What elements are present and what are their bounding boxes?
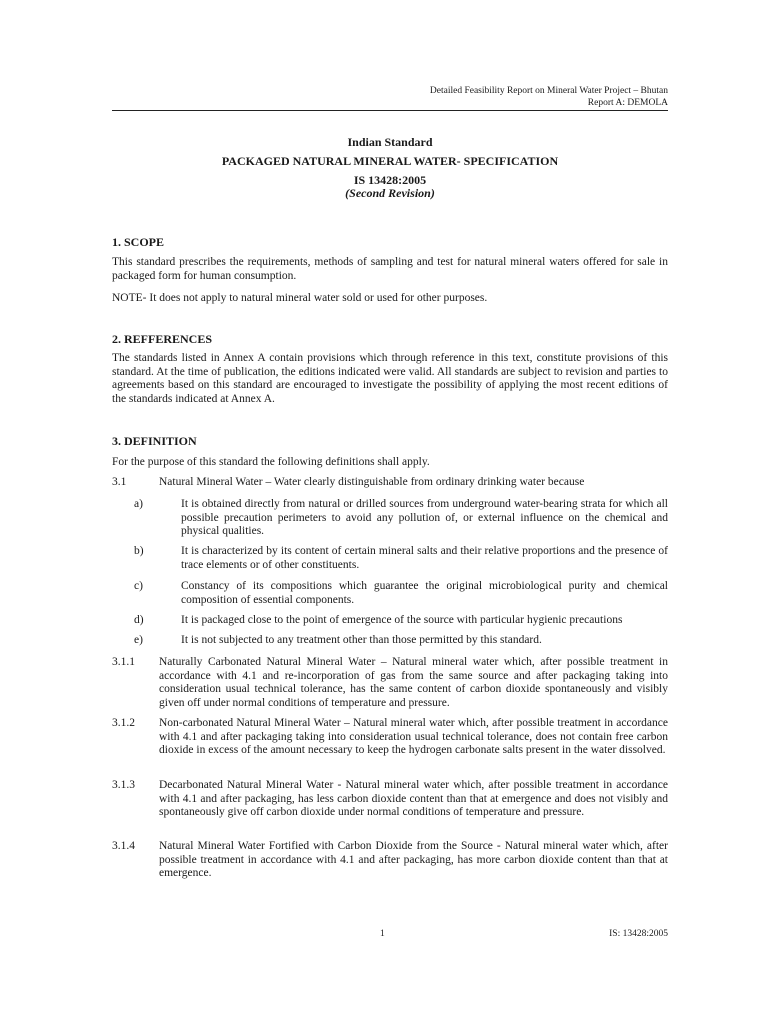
header-rule (112, 110, 668, 111)
clause-number: 3.1 (112, 476, 127, 488)
clause-number: 3.1.1 (112, 656, 135, 668)
scope-heading: 1. SCOPE (112, 235, 165, 249)
sub-item-text: It is characterized by its content of certain mineral salts and their relative proportions and the presence of trace elements or of other constituents. (181, 545, 668, 571)
sub-item-label: c) (134, 580, 143, 592)
clause-number: 3.1.4 (112, 840, 135, 852)
references-heading: 2. REFFERENCES (112, 332, 213, 346)
clause-text: Decarbonated Natural Mineral Water - Natural mineral water which, after possible treatment in accordance with 4.1 and after packaging, has less carbon dioxide content than that at emergence and does not visibly and spontaneously give off carbon dioxide under normal conditions of temperature and pressure. (159, 779, 668, 818)
title-main: PACKAGED NATURAL MINERAL WATER- SPECIFICATION (221, 154, 559, 168)
page-number: 1 (380, 929, 385, 939)
scope-paragraph: This standard prescribes the requirements, methods of sampling and test for natural mineral waters offered for sale in packaged form for human consumption. (112, 256, 668, 282)
definition-intro: For the purpose of this standard the following definitions shall apply. (112, 456, 430, 468)
title-revision: (Second Revision) (345, 186, 435, 200)
sub-item-label: d) (134, 614, 144, 626)
footer-doc-code: IS: 13428:2005 (609, 929, 668, 939)
sub-item-text: It is obtained directly from natural or drilled sources from underground water-bearing strata for which all possible precaution perimeters to avoid any pollution of, or external influence on the chemical and physical qualities. (181, 498, 668, 537)
scope-section (112, 236, 668, 250)
sub-item-label: b) (134, 545, 144, 557)
clause-number: 3.1.3 (112, 779, 135, 791)
definition-heading: 3. DEFINITION (112, 434, 197, 448)
clause-text: Non-carbonated Natural Mineral Water – Natural mineral water which, after possible treatment in accordance with 4.1 and after packaging taking into consideration usual technical tolerance, does not contain free carbon dioxide in excess of the amount necessary to keep the hydrogen carbonate salts present in the water dissolved. (159, 717, 668, 756)
header-line-2: Report A: DEMOLA (587, 98, 668, 108)
clause-text: Natural Mineral Water – Water clearly distinguishable from ordinary drinking water because (159, 476, 585, 488)
clause-text: Naturally Carbonated Natural Mineral Water – Natural mineral water which, after possible treatment in accordance with 4.1 and re-incorporation of gas from the same source and after packaging taking into consideration usual technical tolerance, has the same content of carbon dioxide spontaneously and visibly given off under normal conditions of temperature and pressure. (159, 656, 668, 709)
clause-text: Natural Mineral Water Fortified with Carbon Dioxide from the Source - Natural mineral water which, after possible treatment in accordance with 4.1 and after packaging, has more carbon dioxide content than that at emergence. (159, 840, 668, 879)
sub-item-text: Constancy of its compositions which guarantee the original microbiological purity and chemical composition of essential components. (181, 580, 668, 606)
clause-number: 3.1.2 (112, 717, 135, 729)
title-indian-standard: Indian Standard (347, 135, 433, 149)
sub-item-label: e) (134, 634, 143, 646)
scope-note: NOTE- It does not apply to natural mineral water sold or used for other purposes. (112, 292, 488, 304)
sub-item-text: It is packaged close to the point of emergence of the source with particular hygienic precautions (181, 614, 623, 626)
title-block (112, 136, 668, 200)
sub-item-label: a) (134, 498, 143, 510)
references-paragraph: The standards listed in Annex A contain provisions which through reference in this text, constitute provisions of this standard. At the time of publication, the editions indicated were valid. All standards are subject to revision and parties to agreements based on this standard are encouraged to investigate the possibility of applying the most recent editions of the standards indicated at Annex A. (112, 352, 668, 405)
header-line-1: Detailed Feasibility Report on Mineral Water Project – Bhutan (429, 86, 668, 96)
running-header (430, 85, 668, 109)
sub-item-text: It is not subjected to any treatment other than those permitted by this standard. (181, 634, 542, 646)
title-standard-number: IS 13428:2005 (353, 173, 427, 187)
